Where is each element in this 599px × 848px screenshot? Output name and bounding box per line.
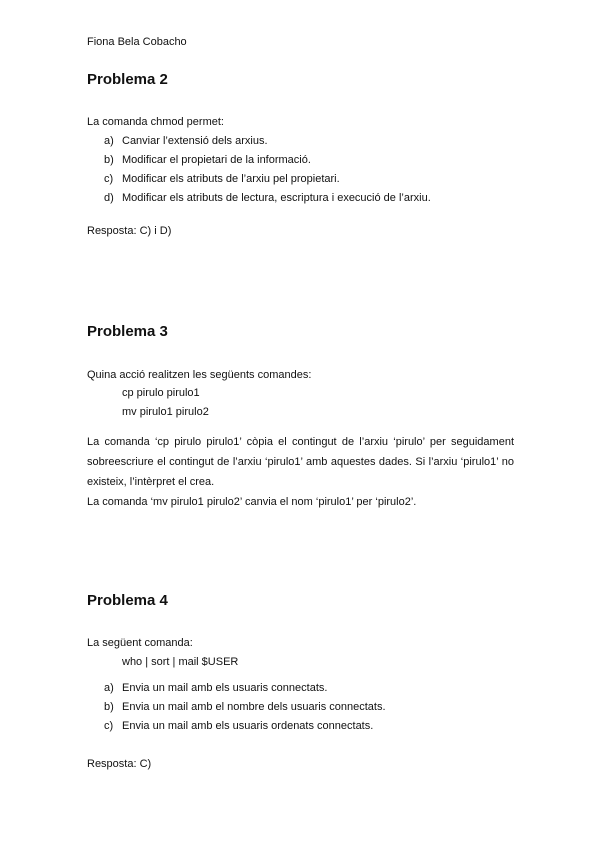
- problem-4-option-c: [104, 719, 373, 733]
- problem-4-title: Problema 4: [87, 592, 168, 609]
- option-text: Modificar els atributs de lectura, escriptura i execució de l’arxiu.: [122, 192, 431, 204]
- option-marker: c): [104, 720, 114, 732]
- option-text: Modificar els atributs de l’arxiu pel propietari.: [122, 173, 340, 185]
- problem-3-paragraph-1: La comanda ‘cp pirulo pirulo1’ còpia el contingut de l’arxiu ‘pirulo’ per seguidament sobreescriure el contingut de l’arxiu ‘pirulo1’ amb aquestes dades. Si l’arxiu ‘pirulo1’ no existeix, l’intèrpret el crea.: [87, 436, 514, 488]
- option-marker: c): [104, 173, 114, 185]
- problem-2-intro: La comanda chmod permet:: [87, 116, 224, 128]
- problem-2-title: Problema 2: [87, 71, 168, 88]
- problem-2-option-a: [104, 134, 268, 148]
- problem-4-intro: La següent comanda:: [87, 637, 193, 649]
- option-text: Envia un mail amb el nombre dels usuaris connectats.: [122, 701, 386, 713]
- problem-4-answer: Resposta: C): [87, 758, 152, 770]
- problem-3-command-2: mv pirulo1 pirulo2: [122, 406, 209, 418]
- option-text: Envia un mail amb els usuaris ordenats connectats.: [122, 720, 374, 732]
- problem-3-intro: Quina acció realitzen les següents comandes:: [87, 369, 312, 381]
- problem-2-answer: Resposta: C) i D): [87, 225, 172, 237]
- problem-2-option-c: [104, 172, 340, 186]
- page-header-author: Fiona Bela Cobacho: [87, 36, 187, 48]
- option-marker: d): [104, 192, 114, 204]
- option-marker: b): [104, 701, 114, 713]
- option-text: Canviar l’extensió dels arxius.: [122, 135, 268, 147]
- option-marker: b): [104, 154, 114, 166]
- problem-4-command: who | sort | mail $USER: [122, 656, 239, 668]
- option-marker: a): [104, 135, 114, 147]
- problem-3-command-1: cp pirulo pirulo1: [122, 387, 200, 399]
- option-text: Envia un mail amb els usuaris connectats.: [122, 682, 328, 694]
- problem-3-paragraph-2: La comanda ‘mv pirulo1 pirulo2’ canvia el nom ‘pirulo1’ per ‘pirulo2’.: [87, 496, 417, 508]
- problem-4-option-a: [104, 681, 327, 695]
- option-text: Modificar el propietari de la informació.: [122, 154, 311, 166]
- problem-4-option-b: [104, 700, 386, 714]
- option-marker: a): [104, 682, 114, 694]
- problem-2-option-d: [104, 191, 431, 205]
- problem-2-option-b: [104, 153, 311, 167]
- problem-3-title: Problema 3: [87, 323, 168, 340]
